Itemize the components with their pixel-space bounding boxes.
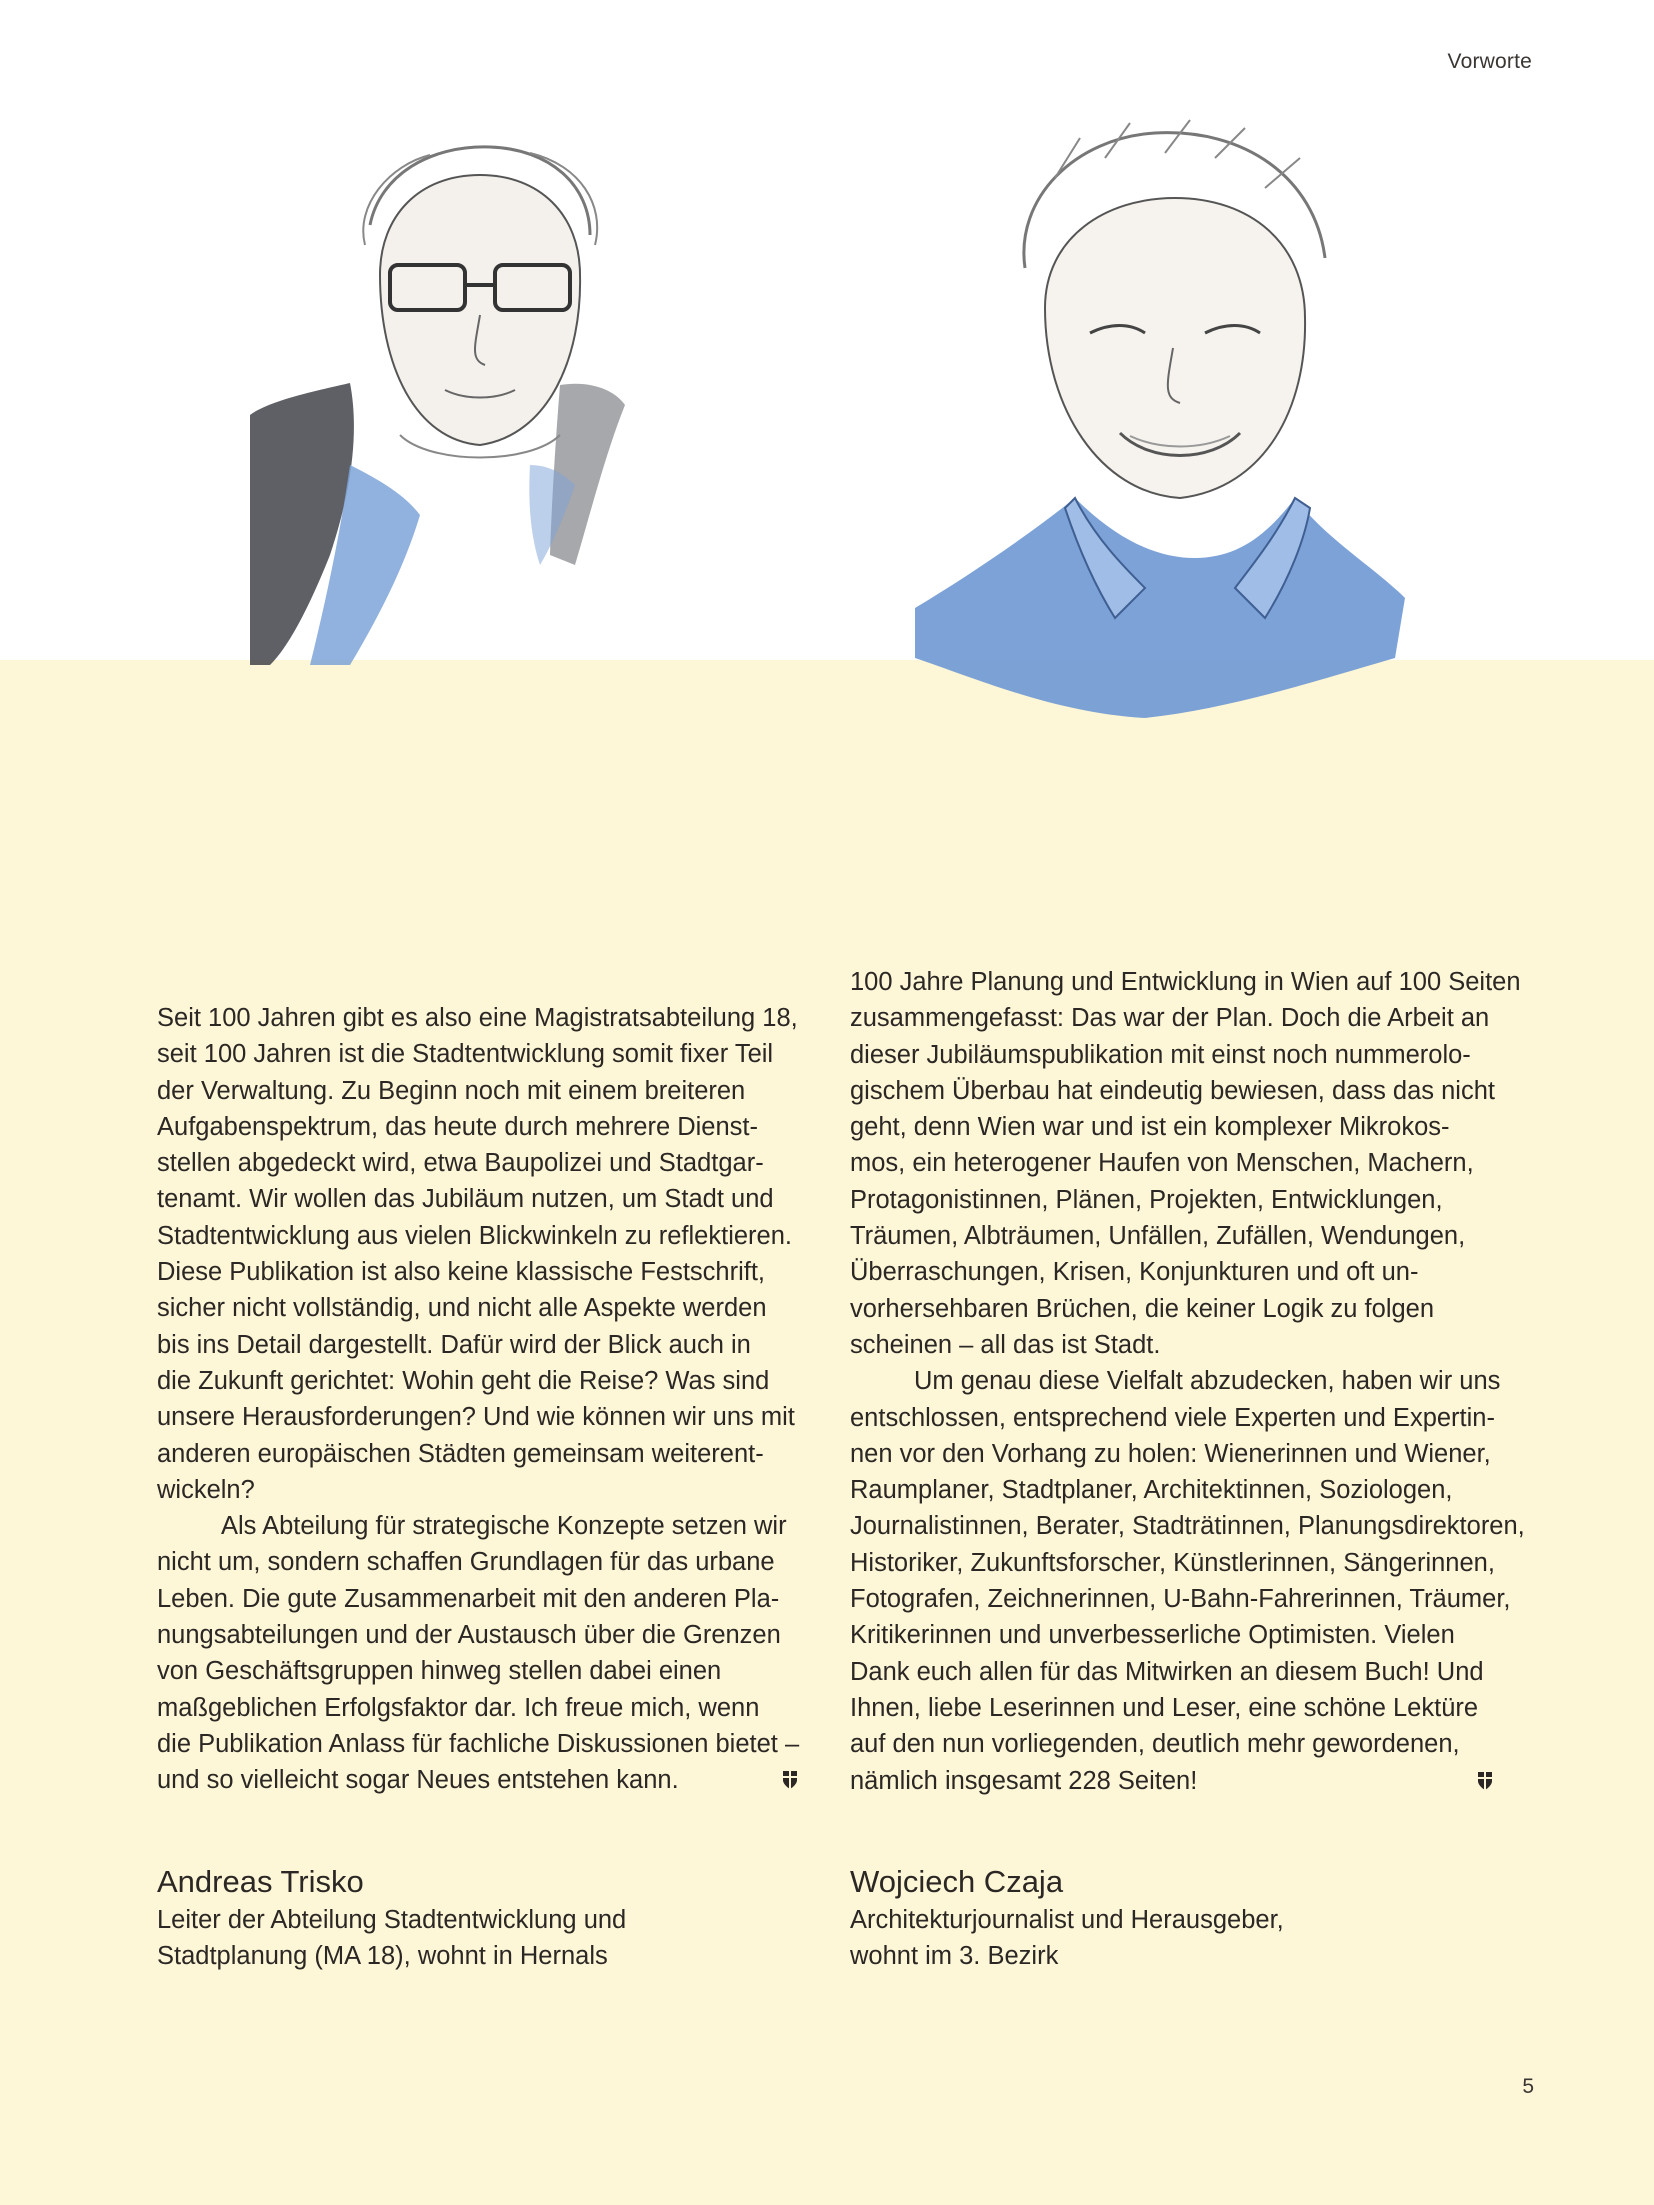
text-line: nungsabteilungen und der Austausch über die Grenzen xyxy=(157,1621,781,1650)
text-line: Um genau diese Vielfalt abzudecken, haben wir uns xyxy=(914,1367,1501,1396)
foreword-text-left xyxy=(157,1000,807,1799)
signature-right xyxy=(850,1862,1500,1975)
text-line: zusammengefasst: Das war der Plan. Doch die Arbeit an xyxy=(850,1004,1490,1033)
text-line: geht, denn Wien war und ist ein komplexer Mikrokos- xyxy=(850,1113,1450,1142)
author-name: Wojciech Czaja xyxy=(850,1864,1064,1899)
text-line: seit 100 Jahren ist die Stadtentwicklung somit fixer Teil xyxy=(157,1040,774,1069)
text-line: entschlossen, entsprechend viele Experten und Expertin- xyxy=(850,1403,1495,1432)
paragraph xyxy=(850,964,1521,1363)
author-role-line: wohnt im 3. Bezirk xyxy=(850,1942,1059,1971)
text-line: nicht um, sondern schaffen Grundlagen für das urbane xyxy=(157,1548,775,1577)
text-line: sicher nicht vollständig, und nicht alle Aspekte werden xyxy=(157,1294,767,1323)
text-line: der Verwaltung. Zu Beginn noch mit einem breiteren xyxy=(157,1076,746,1105)
text-line: Protagonistinnen, Plänen, Projekten, Entwicklungen, xyxy=(850,1185,1443,1214)
text-line: anderen europäischen Städten gemeinsam weiterent- xyxy=(157,1439,764,1468)
text-line-text: nämlich insgesamt 228 Seiten! xyxy=(850,1766,1198,1795)
text-line: Als Abteilung für strategische Konzepte setzen wir xyxy=(221,1512,787,1541)
signature-left xyxy=(157,1862,807,1975)
text-line: Kritikerinnen und unverbesserliche Optimisten. Vielen xyxy=(850,1621,1455,1650)
text-line: gischem Überbau hat eindeutig bewiesen, dass das nicht xyxy=(850,1076,1495,1105)
text-line: Seit 100 Jahren gibt es also eine Magistratsabteilung 18, xyxy=(157,1004,798,1032)
text-line: die Publikation Anlass für fachliche Diskussionen bietet – xyxy=(157,1729,800,1758)
text-line: Träumen, Albträumen, Unfällen, Zufällen, Wendungen, xyxy=(850,1222,1466,1251)
paragraph xyxy=(157,1508,807,1798)
author-role-line: Architekturjournalist und Herausgeber, xyxy=(850,1906,1284,1934)
page-number: 5 xyxy=(1522,2075,1534,2098)
text-line: Raumplaner, Stadtplaner, Architektinnen, Soziologen, xyxy=(850,1476,1453,1505)
text-line: Diese Publikation ist also keine klassische Festschrift, xyxy=(157,1258,766,1287)
text-line: dieser Jubiläumspublikation mit einst noch nummerolo- xyxy=(850,1040,1471,1069)
text-line: Journalistinnen, Berater, Stadträtinnen, Planungsdirektoren, xyxy=(850,1512,1525,1541)
shirt-blue xyxy=(915,498,1405,718)
author-role-line: Stadtplanung (MA 18), wohnt in Hernals xyxy=(157,1942,608,1971)
text-line: unsere Herausforderungen? Und wie können wir uns mit xyxy=(157,1403,795,1432)
text-line: Historiker, Zukunftsforscher, Künstlerinnen, Sängerinnen, xyxy=(850,1548,1495,1577)
text-line: mos, ein heterogener Haufen von Menschen, Machern, xyxy=(850,1149,1474,1178)
text-line: Dank euch allen für das Mitwirken an diesem Buch! Und xyxy=(850,1657,1484,1686)
paragraph xyxy=(157,1000,807,1508)
text-line: stellen abgedeckt wird, etwa Baupolizei und Stadtgar- xyxy=(157,1149,764,1178)
text-line: Überraschungen, Krisen, Konjunkturen und oft un- xyxy=(850,1258,1419,1287)
paragraph xyxy=(850,1363,1525,1799)
shirt-blue xyxy=(310,465,575,665)
text-line: Aufgabenspektrum, das heute durch mehrere Dienst- xyxy=(157,1112,758,1141)
text-line: nen vor den Vorhang zu holen: Wienerinnen und Wiener, xyxy=(850,1439,1491,1468)
text-line: Stadtentwicklung aus vielen Blickwinkeln zu reflektieren. xyxy=(157,1221,792,1250)
text-line: Fotografen, Zeichnerinnen, U-Bahn-Fahrerinnen, Träumer, xyxy=(850,1585,1511,1614)
author-name: Andreas Trisko xyxy=(157,1864,364,1899)
text-line-last xyxy=(850,1763,1500,1799)
text-line: von Geschäftsgruppen hinweg stellen dabei einen xyxy=(157,1657,722,1686)
text-line-text: und so vielleicht sogar Neues entstehen kann. xyxy=(157,1766,679,1795)
text-line-last xyxy=(157,1762,807,1798)
text-line: auf den nun vorliegenden, deutlich mehr gewordenen, xyxy=(850,1730,1460,1759)
portrait-andreas-trisko xyxy=(230,135,730,675)
author-role-line: Leiter der Abteilung Stadtentwicklung und xyxy=(157,1906,627,1934)
face-sketch xyxy=(1024,120,1325,498)
text-line: die Zukunft gerichtet: Wohin geht die Reise? Was sind xyxy=(157,1366,770,1395)
vienna-shield-icon xyxy=(782,1770,798,1790)
text-line: tenamt. Wir wollen das Jubiläum nutzen, um Stadt und xyxy=(157,1185,774,1214)
text-line: Leben. Die gute Zusammenarbeit mit den anderen Pla- xyxy=(157,1584,780,1613)
text-line: Ihnen, liebe Leserinnen und Leser, eine schöne Lektüre xyxy=(850,1693,1479,1722)
text-line: scheinen – all das ist Stadt. xyxy=(850,1330,1161,1359)
text-line: maßgeblichen Erfolgsfaktor dar. Ich freue mich, wenn xyxy=(157,1693,760,1722)
text-line: vorhersehbaren Brüchen, die keiner Logik zu folgen xyxy=(850,1294,1435,1323)
text-line: bis ins Detail dargestellt. Dafür wird der Blick auch in xyxy=(157,1330,751,1359)
text-line: 100 Jahre Planung und Entwicklung in Wien auf 100 Seiten xyxy=(850,968,1521,996)
text-line: wickeln? xyxy=(157,1475,255,1504)
foreword-text-right xyxy=(850,964,1525,1799)
portrait-wojciech-czaja xyxy=(905,118,1415,728)
vienna-shield-icon xyxy=(1477,1771,1493,1791)
running-head: Vorworte xyxy=(1447,50,1532,73)
